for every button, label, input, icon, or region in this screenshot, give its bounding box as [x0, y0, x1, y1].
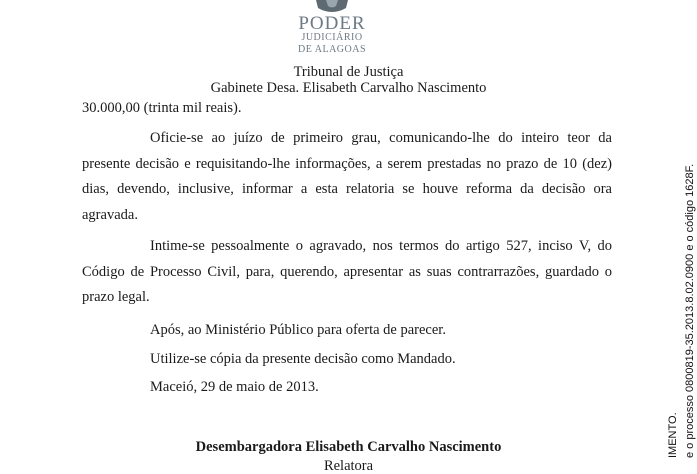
logo-word-poder: PODER [298, 13, 366, 34]
coat-of-arms-icon [312, 0, 352, 14]
office-name: Gabinete Desa. Elisabeth Carvalho Nascimento [210, 80, 487, 96]
paragraph-intime: Intime-se pessoalmente o agravado, nos termos do artigo 527, inciso V, do Código de Processo Civil, para, querendo, apresentar as suas contrarrazões, guardado o prazo legal. [82, 238, 612, 306]
side-verification-text-2: e o processo 0800819-35.2013.8.02.0900 e o código 1628F. [684, 163, 696, 458]
side-verification-text-1: IMENTO. [667, 412, 679, 458]
logo-word-judiciario: JUDICIÁRIO [301, 32, 363, 43]
signature-role: Relatora [323, 458, 374, 474]
signature-name: Desembargadora Elisabeth Carvalho Nascimento [195, 439, 502, 455]
line-mandado: Utilize-se cópia da presente decisão como Mandado. [150, 351, 456, 367]
court-name: Tribunal de Justiça [293, 64, 404, 80]
amount-line: 30.000,00 (trinta mil reais). [82, 100, 242, 116]
logo-word-alagoas: DE ALAGOAS [297, 44, 367, 55]
line-ministerio: Após, ao Ministério Público para oferta de parecer. [150, 322, 446, 338]
paragraph-oficie: Oficie-se ao juízo de primeiro grau, comunicando-lhe do inteiro teor da presente decisão e requisitando-lhe informações, a serem prestadas no prazo de 10 (dez) dias, devendo, inclusive, informar a esta relatoria se houve reforma da decisão ora agravada. [82, 130, 612, 224]
date-line: Maceió, 29 de maio de 2013. [150, 379, 319, 395]
court-logo [282, 0, 382, 58]
